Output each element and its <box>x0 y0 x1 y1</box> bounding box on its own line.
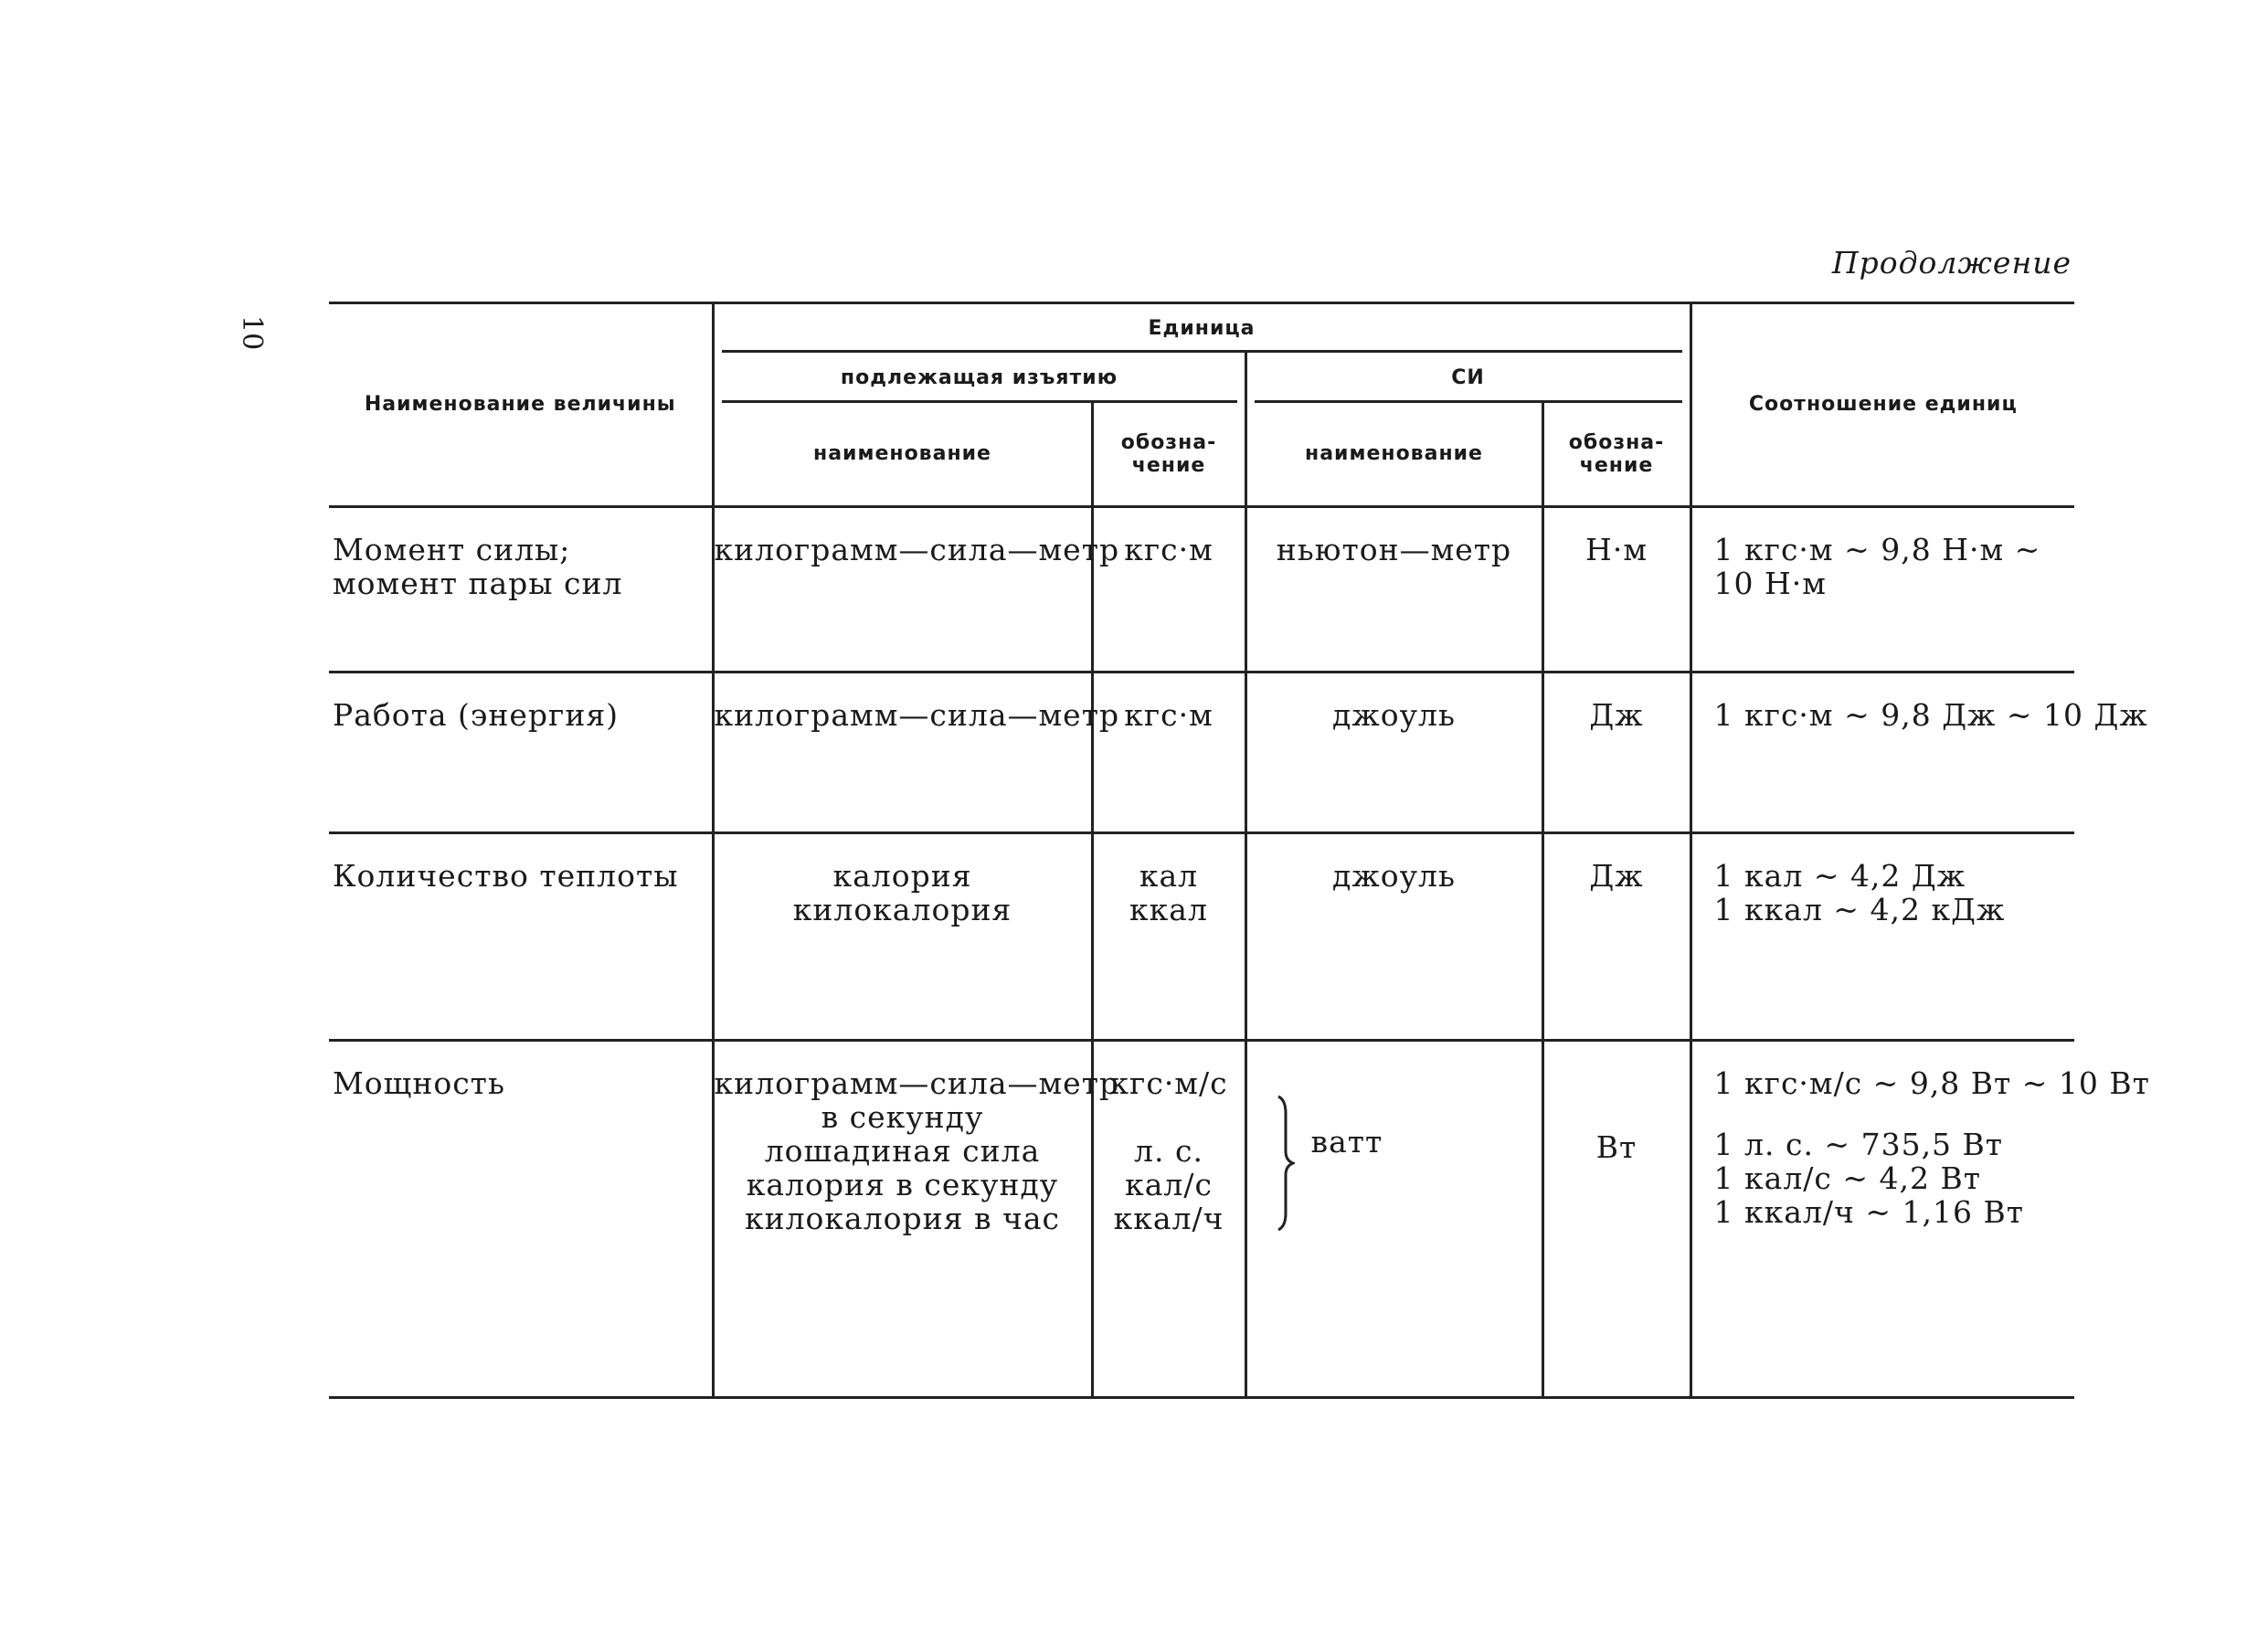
quantity-cell: Количество теплоты <box>329 833 713 1041</box>
ratio-cell <box>1690 833 2074 1041</box>
old-name-cell <box>713 1041 1120 1398</box>
header-old-name: наименование <box>713 403 1092 507</box>
ratio-line: 1 кгс·м ~ 9,8 Дж ~ 10 Дж <box>1713 697 2148 733</box>
old-name-line: калория в секунду <box>746 1166 1059 1202</box>
brace-icon <box>1275 1095 1295 1232</box>
old-name-line: килограмм—сила—метр <box>714 532 1120 567</box>
old-symbol-line: кгс·м/с <box>1109 1065 1228 1101</box>
header-si: СИ <box>1451 365 1485 389</box>
si-name-text: ватт <box>1310 1124 1383 1160</box>
ratio-line: 1 кгс·м/с ~ 9,8 Вт ~ 10 Вт <box>1713 1065 2150 1101</box>
header-to-be-withdrawn-cell <box>713 353 1245 403</box>
header-unit: Единица <box>1148 316 1256 340</box>
old-name-cell <box>713 673 1120 833</box>
header-si-name: наименование <box>1245 403 1542 507</box>
ratio-cell <box>1690 1041 2150 1398</box>
si-name-cell <box>1245 1041 1542 1398</box>
header-quantity-name: Наименование величины <box>329 303 713 507</box>
units-table <box>329 302 2150 1399</box>
quantity-cell: Работа (энергия) <box>329 673 713 833</box>
si-symbol-cell: Н·м <box>1542 507 1690 673</box>
header-si-cell <box>1245 353 1690 403</box>
header-old-symbol: обозна-чение <box>1092 403 1245 507</box>
ratio-line: 1 кгс·м ~ 9,8 Н·м ~ 10 Н·м <box>1713 532 2041 601</box>
ratio-line: 1 кал ~ 4,2 Дж <box>1713 858 1966 894</box>
header-ratio: Соотношение единиц <box>1690 303 2074 507</box>
old-symbol-line: ккал <box>1129 891 1208 927</box>
old-symbol-cell <box>1092 833 1245 1041</box>
si-symbol-cell: Дж <box>1542 673 1690 833</box>
old-name-line: килограмм—сила—метр <box>714 697 1120 733</box>
si-name-cell: джоуль <box>1245 833 1542 1041</box>
ratio-line: 1 ккал/ч ~ 1,16 Вт <box>1713 1193 2024 1230</box>
old-name-line: килограмм—сила—метр <box>714 1065 1120 1101</box>
header-si-symbol: обозна-чение <box>1542 403 1690 507</box>
old-symbol-line: кал <box>1139 858 1199 894</box>
old-name-line: килокалория в час <box>744 1200 1061 1236</box>
old-symbol-cell <box>1092 1041 1245 1398</box>
ratio-line: 1 л. с. ~ 735,5 Вт <box>1713 1126 2004 1162</box>
si-symbol-text: Вт <box>1595 1129 1637 1165</box>
si-symbol-cell: Дж <box>1542 833 1690 1041</box>
si-symbol-cell <box>1542 1041 1690 1398</box>
units-table-container <box>329 302 2150 1399</box>
header-to-be-withdrawn: подлежащая изъятию <box>840 365 1118 389</box>
header-divider <box>722 400 1237 403</box>
si-name-cell: ньютон—метр <box>1245 507 1542 673</box>
old-symbol-line: кал/с <box>1125 1166 1213 1202</box>
header-divider <box>1255 400 1682 403</box>
old-symbol-cell <box>1092 673 1245 833</box>
table-row <box>329 1041 2074 1398</box>
ratio-line: 1 кал/с ~ 4,2 Вт <box>1713 1160 1982 1196</box>
quantity-cell: Мощность <box>329 1041 713 1398</box>
old-name-cell <box>713 833 1092 1041</box>
old-symbol-line: л. с. <box>1134 1132 1203 1169</box>
table-row <box>329 507 2074 673</box>
ratio-cell <box>1690 507 2074 673</box>
ratio-gap <box>1714 1101 2075 1128</box>
ratio-cell <box>1690 673 2148 833</box>
continuation-label: Продолжение <box>1831 245 2072 281</box>
old-symbol-line <box>1094 1101 1245 1135</box>
old-name-line: килокалория <box>792 891 1012 927</box>
old-symbol-line: кгс·м <box>1124 697 1213 733</box>
ratio-line: 1 ккал ~ 4,2 кДж <box>1713 891 2006 927</box>
table-row <box>329 673 2074 833</box>
old-symbol-line: кгс·м <box>1124 532 1213 567</box>
old-name-line: в секунду <box>821 1098 984 1135</box>
old-name-cell <box>713 507 1120 673</box>
header-unit-group <box>713 303 1690 353</box>
quantity-cell: Момент силы; момент пары сил <box>329 507 713 673</box>
page-number: 10 <box>236 315 268 351</box>
si-name-cell: джоуль <box>1245 673 1542 833</box>
table-row <box>329 833 2074 1041</box>
old-name-line: лошадиная сила <box>764 1132 1041 1169</box>
old-symbol-line: ккал/ч <box>1113 1200 1224 1236</box>
old-name-line: калория <box>832 858 972 894</box>
